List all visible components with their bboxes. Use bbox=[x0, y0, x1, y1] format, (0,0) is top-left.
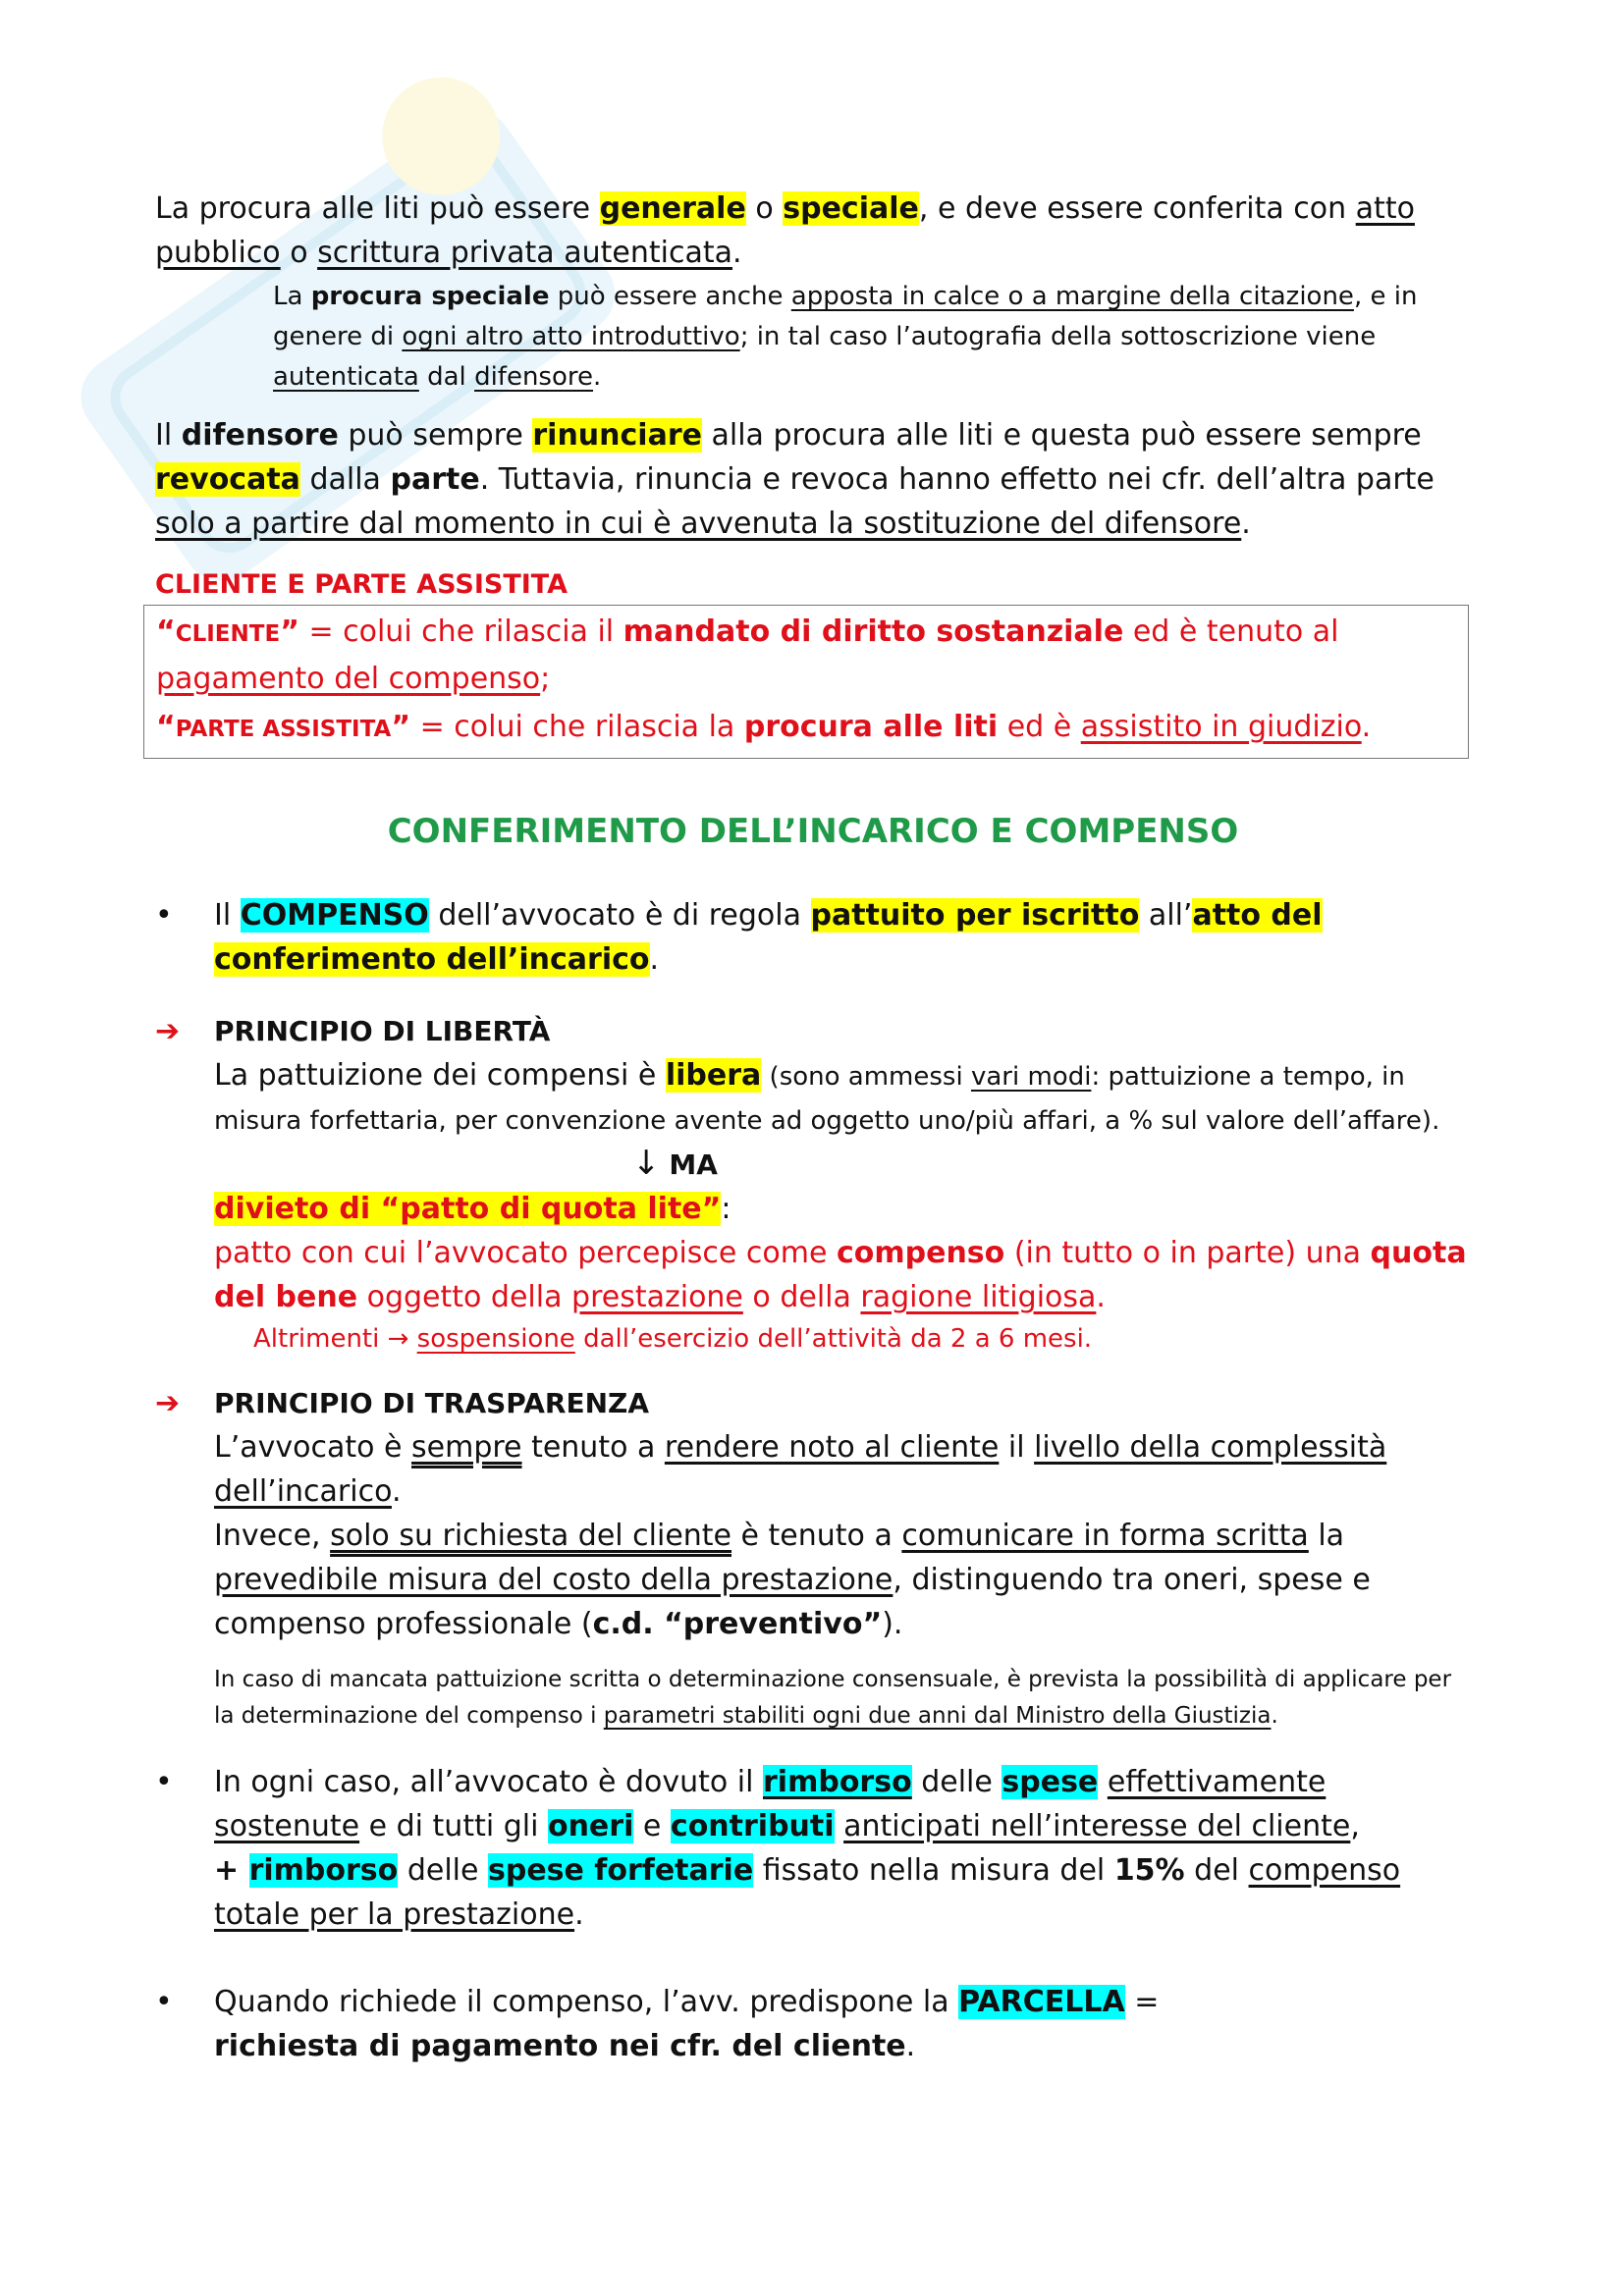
trasparenza-text-1 bbox=[214, 1425, 1471, 1514]
text: il bbox=[999, 1430, 1035, 1465]
highlight-generale: generale bbox=[599, 191, 746, 226]
text: è tenuto a bbox=[731, 1519, 902, 1553]
bold-preventivo: c.d. “preventivo” bbox=[592, 1607, 883, 1641]
underline-parametri: parametri stabiliti ogni due anni dal Ministro della Giustizia bbox=[603, 1703, 1272, 1729]
underline-solo-richiesta: solo su richiesta del cliente bbox=[330, 1519, 732, 1553]
text: . bbox=[574, 1897, 584, 1932]
highlight-pattuito: pattuito per iscritto bbox=[810, 898, 1140, 933]
ma-line bbox=[214, 1142, 1471, 1187]
highlight-contributi: contributi bbox=[670, 1809, 835, 1843]
bold-procura-liti: procura alle liti bbox=[743, 710, 999, 744]
underline-autenticata: autenticata bbox=[273, 362, 419, 392]
text: ed è bbox=[998, 710, 1081, 744]
text: oggetto della bbox=[357, 1280, 572, 1314]
section-liberta bbox=[155, 1009, 1471, 1360]
text: la bbox=[1308, 1519, 1345, 1553]
text: Il bbox=[214, 898, 241, 933]
text bbox=[835, 1809, 844, 1843]
bold-percent: 15% bbox=[1113, 1853, 1185, 1888]
text: In caso di mancata pattuizione scritta o determinazione consensuale, è prevista la possibilità di applicare per la determinazione del compenso i bbox=[214, 1667, 1452, 1729]
bold-difensore: difensore bbox=[181, 418, 339, 453]
text: . Tuttavia, rinuncia e revoca hanno effetto nei cfr. dell’altra parte bbox=[479, 462, 1435, 497]
text: , e in genere di bbox=[273, 282, 1418, 351]
text: ed è tenuto al bbox=[1123, 614, 1339, 649]
principle-title: PRINCIPIO DI LIBERTÀ bbox=[214, 1015, 551, 1047]
text: Invece, bbox=[214, 1519, 331, 1553]
document-body bbox=[155, 187, 1471, 2068]
bold-quota-bene: quota del bene bbox=[214, 1236, 1467, 1314]
underline-prestazione: prestazione bbox=[571, 1280, 743, 1314]
altrimenti-line bbox=[214, 1319, 1471, 1360]
highlight-rimborso: rimborso bbox=[763, 1765, 912, 1799]
arrow-right-icon: ➔ bbox=[155, 1014, 181, 1048]
text: può sempre bbox=[338, 418, 533, 453]
text: : bbox=[721, 1192, 731, 1226]
text: = colui che rilascia il bbox=[298, 614, 623, 649]
underline-pagamento: pagamento del compenso bbox=[156, 662, 541, 696]
principle-title: PRINCIPIO DI TRASPARENZA bbox=[214, 1387, 650, 1419]
quote-close: ” bbox=[391, 710, 411, 744]
text: ; in tal caso l’autografia della sottoscrizione viene bbox=[739, 322, 1377, 351]
underline-sospensione: sospensione bbox=[416, 1324, 575, 1354]
paragraph-procura bbox=[155, 187, 1471, 275]
text: La pattuizione dei compensi è bbox=[214, 1058, 666, 1093]
section-trasparenza bbox=[155, 1381, 1471, 1735]
bold-mandato: mandato di diritto sostanziale bbox=[623, 614, 1124, 649]
underline-solo-a-partire: solo a partire dal momento in cui è avvenuta la sostituzione del difensore bbox=[155, 507, 1242, 541]
highlight-atto-conferimento: atto del conferimento dell’incarico bbox=[214, 898, 1323, 977]
underline-vari-modi: vari modi bbox=[970, 1062, 1092, 1092]
quote-open: “ bbox=[156, 614, 176, 649]
text: ). bbox=[882, 1607, 903, 1641]
bullet-text bbox=[214, 1980, 1471, 2068]
label-cliente: CLIENTE bbox=[175, 621, 281, 647]
text bbox=[1098, 1765, 1108, 1799]
text: : pattuizione a tempo, in misura forfettaria, per convenzione avente ad oggetto uno/più affari, a % sul valore dell’affare). bbox=[214, 1062, 1440, 1136]
underline-apposta: apposta in calce o a margine della citazione bbox=[790, 282, 1354, 311]
bullet-icon: • bbox=[155, 1765, 173, 1799]
plus-sign: + bbox=[214, 1853, 249, 1888]
text: e bbox=[633, 1809, 671, 1843]
text: Altrimenti bbox=[253, 1324, 388, 1354]
text: dell’avvocato è di regola bbox=[428, 898, 811, 933]
highlight-compenso: COMPENSO bbox=[240, 898, 429, 933]
divieto-line bbox=[214, 1187, 1471, 1231]
text: . bbox=[1241, 507, 1251, 541]
text: o della bbox=[742, 1280, 861, 1314]
underline-comunicare: comunicare in forma scritta bbox=[901, 1519, 1309, 1553]
trasparenza-text-2 bbox=[214, 1514, 1471, 1646]
arrow-down-icon: ↓ bbox=[632, 1144, 661, 1183]
bullet-rimborso bbox=[155, 1760, 1471, 1937]
arrow-right-icon: ➔ bbox=[155, 1386, 181, 1420]
text: o bbox=[745, 191, 784, 226]
text: Quando richiede il compenso, l’avv. predispone la bbox=[214, 1985, 959, 2019]
text: La procura alle liti può essere bbox=[155, 191, 600, 226]
text: ; bbox=[540, 662, 551, 696]
highlight-rimborso: rimborso bbox=[248, 1853, 399, 1888]
text: . bbox=[1361, 710, 1372, 744]
text: all’ bbox=[1139, 898, 1193, 933]
text: del bbox=[1184, 1853, 1249, 1888]
highlight-revocata: revocata bbox=[155, 462, 300, 497]
underline-scrittura-privata: scrittura privata autenticata bbox=[317, 236, 732, 270]
bullet-text bbox=[214, 893, 1471, 982]
text: delle bbox=[398, 1853, 488, 1888]
bullet-icon: • bbox=[155, 1985, 173, 2019]
highlight-rinunciare: rinunciare bbox=[532, 418, 702, 453]
quote-close: ” bbox=[280, 614, 299, 649]
underline-rendere-noto: rendere noto al cliente bbox=[664, 1430, 1000, 1465]
text: patto con cui l’avvocato percepisce come bbox=[214, 1236, 837, 1270]
bold-richiesta-pagamento: richiesta di pagamento nei cfr. del cliente bbox=[214, 2029, 906, 2063]
quote-open: “ bbox=[156, 710, 176, 744]
text bbox=[408, 1324, 416, 1354]
text: può essere anche bbox=[549, 282, 791, 311]
text: o bbox=[280, 236, 318, 270]
text: . bbox=[1271, 1703, 1278, 1729]
text: . bbox=[731, 236, 742, 270]
text: alla procura alle liti e questa può essere sempre bbox=[701, 418, 1422, 453]
paragraph-difensore bbox=[155, 413, 1471, 546]
text: L’avvocato è bbox=[214, 1430, 412, 1465]
highlight-divieto: divieto di “patto di quota lite” bbox=[214, 1192, 722, 1226]
text: e di tutti gli bbox=[359, 1809, 548, 1843]
bullet-parcella bbox=[155, 1980, 1471, 2068]
underline-livello: livello della complessità dell’incarico bbox=[214, 1430, 1387, 1509]
trasparenza-note bbox=[214, 1662, 1471, 1735]
underline-assistito: assistito in giudizio bbox=[1080, 710, 1362, 744]
text: . bbox=[593, 362, 602, 392]
underline-compenso-totale: compenso totale per la prestazione bbox=[214, 1853, 1401, 1932]
underline-sempre: sempre bbox=[411, 1430, 522, 1465]
text: dall’esercizio dell’attività da 2 a 6 mesi. bbox=[574, 1324, 1093, 1354]
underline-ogni-altro-atto: ogni altro atto introduttivo bbox=[402, 322, 740, 351]
text: , bbox=[1350, 1809, 1360, 1843]
text: . bbox=[391, 1474, 402, 1509]
text: dalla bbox=[299, 462, 391, 497]
underline-difensore: difensore bbox=[474, 362, 593, 392]
label-parte-assistita: PARTE ASSISTITA bbox=[175, 717, 392, 742]
text: delle bbox=[911, 1765, 1002, 1799]
text: Il bbox=[155, 418, 182, 453]
highlight-libera: libera bbox=[665, 1058, 762, 1093]
text: . bbox=[1096, 1280, 1106, 1314]
bullet-compenso bbox=[155, 893, 1471, 982]
text: , distinguendo tra oneri, spese e compenso professionale ( bbox=[214, 1563, 1371, 1641]
text: . bbox=[649, 942, 660, 977]
highlight-spese-forfetarie: spese forfetarie bbox=[487, 1853, 754, 1888]
highlight-spese: spese bbox=[1001, 1765, 1099, 1799]
text: In ogni caso, all’avvocato è dovuto il bbox=[214, 1765, 763, 1799]
bold-compenso: compenso bbox=[836, 1236, 1005, 1270]
underline-ragione-litigiosa: ragione litigiosa bbox=[860, 1280, 1097, 1314]
text: = bbox=[1124, 1985, 1160, 2019]
text: , e deve essere conferita con bbox=[918, 191, 1356, 226]
text: = colui che rilascia la bbox=[410, 710, 744, 744]
text: (sono ammessi bbox=[761, 1062, 971, 1092]
definition-parte-assistita bbox=[156, 705, 1468, 752]
paragraph-procura-speciale bbox=[155, 277, 1471, 398]
label-ma: MA bbox=[669, 1148, 718, 1181]
text: tenuto a bbox=[521, 1430, 665, 1465]
highlight-speciale: speciale bbox=[783, 191, 919, 226]
underline-effettivamente: effettivamente sostenute bbox=[214, 1765, 1326, 1843]
text: fissato nella misura del bbox=[753, 1853, 1114, 1888]
bullet-text bbox=[214, 1760, 1471, 1937]
text: . bbox=[905, 2029, 916, 2063]
divieto-text bbox=[214, 1231, 1471, 1319]
definition-box bbox=[143, 605, 1469, 759]
underline-prevedibile: prevedibile misura del costo della prestazione bbox=[214, 1563, 893, 1597]
bullet-icon: • bbox=[155, 898, 173, 933]
underline-atto-pubblico: atto pubblico bbox=[155, 191, 1415, 270]
definition-cliente bbox=[156, 610, 1468, 701]
highlight-oneri: oneri bbox=[547, 1809, 634, 1843]
text: La bbox=[273, 282, 311, 311]
box-title: CLIENTE E PARTE ASSISTITA bbox=[155, 569, 568, 600]
bold-procura-speciale: procura speciale bbox=[310, 282, 550, 311]
highlight-parcella: PARCELLA bbox=[958, 1985, 1125, 2019]
bold-parte: parte bbox=[390, 462, 480, 497]
text: (in tutto o in parte) una bbox=[1004, 1236, 1371, 1270]
text: dal bbox=[418, 362, 475, 392]
liberta-text bbox=[214, 1053, 1471, 1142]
arrow-right-small-icon: → bbox=[387, 1324, 409, 1354]
underline-anticipati: anticipati nell’interesse del cliente bbox=[843, 1809, 1351, 1843]
section-heading: CONFERIMENTO DELL’INCARICO E COMPENSO bbox=[387, 812, 1239, 851]
